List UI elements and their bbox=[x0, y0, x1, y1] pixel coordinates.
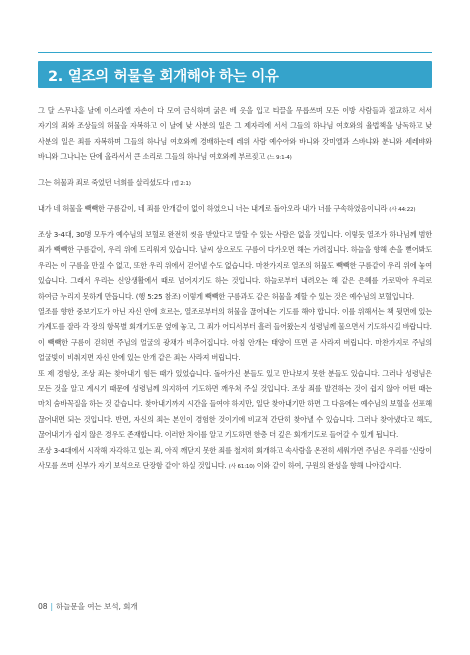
body-paragraph bbox=[38, 366, 432, 443]
paragraph-text: 이 빽빽한 구름이 걷히면 주님의 얼굴의 광채가 비추어집니다. 아침 안개는 태양이 뜨면 곧 사라져 버립니다. 마찬가지로 주님의 얼굴빛이 비춰지면 자신 안에 있는 안개 같은 죄는 사라져 버립니다. bbox=[38, 337, 432, 363]
footer-separator: | bbox=[50, 602, 53, 611]
body-paragraph bbox=[38, 335, 432, 366]
paragraph-text: 열조를 향한 중보기도가 아닌 자신 안에 흐르는, 열조로부터의 허물을 끊어내는 기도를 해야 합니다. 이를 위해서는 책 뒷면에 있는 가계도를 잘라 각 장의 항목별 회개기도문 옆에 놓고, 그 죄가 어디서부터 흘러 들어왔는지 성령님께 물으면서 기도하시길 바랍니다. bbox=[38, 306, 432, 332]
top-rule bbox=[38, 52, 432, 53]
paragraph-text: 조상 3-4대에서 시작해 자각하고 있는 죄, 아직 깨닫지 못한 죄를 철저히 회개하고 속사람을 온전히 세워가면 주님은 우리를 '신랑이 사모를 쓰며 신부가 자기 보석으로 단장함 같이' 하실 것입니다. bbox=[38, 445, 432, 471]
page-number: 08 bbox=[38, 602, 48, 611]
body-paragraph bbox=[38, 443, 432, 476]
body-text bbox=[38, 103, 432, 475]
paragraph-text: 조상 3-4대, 30명 모두가 예수님의 보혈로 완전히 씻음 받았다고 말할 수 있는 사람은 없을 것입니다. 이렇듯 열조가 하나님께 범한 죄가 빽빽한 구름같이, 우리 위에 드리워져 있습니다. 날씨 상으로도 구름이 다가오면 해는 가려집니다. 하늘을 향해 손을 뻗어봐도 우리는 이 구름을 만질 수 없고, 또한 우리 위에서 걷어낼 수도 없습니다. 마찬가지로 열조의 허물도 빽빽한 구름같이 우리 위에 놓여 있습니다. 그래서 우리는 신앙생활에서 때로 넘어지기도 하는 것입니다. 하늘로부터 내려오는 해 같은 은혜를 가로막아 우리로 하여금 누리지 못하게 만듭니다. (행 5:25 참조) 이렇게 빽빽한 구름과도 같은 허물을 제할 수 있는 것은 예수님의 보혈입니다. bbox=[38, 229, 432, 301]
section-heading-bar bbox=[38, 61, 432, 88]
paragraph-text: 그는 허물과 죄로 죽었던 너희를 살리셨도다 bbox=[38, 178, 170, 188]
scripture-reference: (사 44:22) bbox=[389, 207, 416, 214]
scripture-reference: (엡 2:1) bbox=[171, 181, 191, 188]
body-paragraph bbox=[38, 227, 432, 304]
book-title: 하늘문을 여는 보석, 회개 bbox=[55, 602, 138, 611]
paragraph-text: 그 달 스무나흗 날에 이스라엘 자손이 다 모여 금식하며 굵은 베 옷을 입고 티끌을 무릅쓰며 모든 이방 사람들과 절교하고 서서 자기의 죄와 조상들의 허물을 자복하고 이 날에 낮 사분의 일은 그 제자리에 서서 그들의 하나님 여호와의 율법책을 낭독하고 낮 사분의 일은 죄를 자복하며 그들의 하나님 여호와께 경배하는데 레위 사람 예수아와 바니와 갓미엘과 스바냐와 분니와 세레뱌와 바니와 그나니는 단에 올라서서 큰 소리로 그들의 하나님 여호와께 부르짖고 bbox=[38, 106, 432, 162]
body-paragraph bbox=[38, 304, 432, 335]
paragraph-text-continued: 이와 같이 하여, 구원의 완성을 향해 나아갑시다. bbox=[254, 461, 402, 471]
scripture-reference: (느 9:1-4) bbox=[267, 155, 292, 162]
section-title: 2. 열조의 허물을 회개해야 하는 이유 bbox=[48, 69, 279, 85]
paragraph-text: 내가 네 허물을 빽빽한 구름같이, 네 죄를 안개같이 없이 하였으니 너는 내게로 돌아오라 내가 너를 구속하였음이니라 bbox=[38, 204, 388, 214]
scripture-quote-isaiah bbox=[38, 201, 432, 218]
scripture-reference: (사 61:10) bbox=[228, 464, 255, 471]
page-footer bbox=[38, 601, 138, 612]
scripture-quote-ephesians bbox=[38, 175, 432, 192]
paragraph-text: 또 제 경험상, 조상 죄는 찾아내기 힘든 때가 있었습니다. 돌아가신 분들도 있고 만나보지 못한 분들도 있습니다. 그러나 성령님은 모든 것을 알고 계시기 때문에 성령님께 의지하여 기도하면 깨우쳐 주실 것입니다. 조상 죄를 발견하는 것이 쉽지 않아 어떤 때는 마치 숨바꼭질을 하는 것 같습니다. 찾아내기까지 시간을 들여야 하지만, 일단 찾아내기만 하면 그 다음에는 예수님의 보혈을 선포해 끊어내면 되는 것입니다. 반면, 자신의 죄는 본인이 경험한 것이기에 비교적 간단히 찾아낼 수 있습니다. 그러나 찾아냈다고 해도, 끊어내기가 쉽지 않은 경우도 존재합니다. 이러한 차이를 알고 기도하면 한층 더 깊은 회개기도로 들어갈 수 있게 됩니다. bbox=[38, 368, 432, 440]
scripture-quote-nehemiah bbox=[38, 103, 432, 167]
